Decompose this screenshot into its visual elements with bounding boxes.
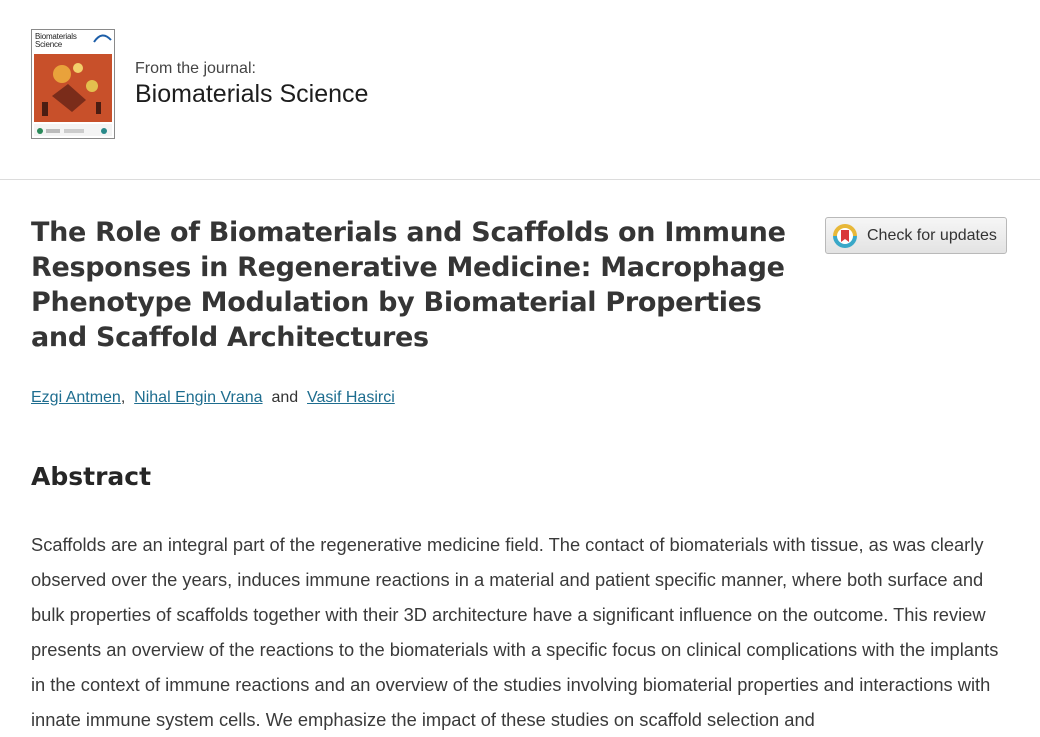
crossmark-icon [832, 223, 858, 249]
journal-header [0, 0, 1040, 180]
check-for-updates-button[interactable] [825, 217, 1007, 254]
from-journal-label: From the journal: [135, 60, 256, 77]
abstract-text: Scaffolds are an integral part of the regenerative medicine field. The contact of biomaterials with tissue, as was clearly observed over the years, induces immune reactions in a material and patient specific manner, where both surface and bulk properties of scaffolds together with their 3D architecture have a significant influence on the outcome. This review presents an overview of the reactions to the biomaterials with a specific focus on clinical complications with the implants in the context of immune reactions and an overview of the studies involving biomaterial properties and interactions with innate immune system cells. We emphasize the impact of these studies on scaffold selection and [31, 534, 999, 730]
author-list [31, 389, 395, 407]
cover-title: Biomaterials Science [35, 32, 77, 49]
journal-cover-image[interactable] [31, 29, 115, 139]
journal-name-link[interactable]: Biomaterials Science [135, 80, 369, 108]
author-link[interactable]: Ezgi Antmen [31, 389, 121, 406]
author-link[interactable]: Nihal Engin Vrana [134, 389, 263, 406]
abstract-heading: Abstract [31, 462, 152, 491]
cover-publisher-logos [34, 125, 112, 137]
cover-artwork-graphic [34, 54, 112, 122]
author-link[interactable]: Vasif Hasirci [307, 389, 395, 406]
article-title: The Role of Biomaterials and Scaffolds on Immune Responses in Regenerative Medicine: Macrophage Phenotype Modulation by Biomaterial Properties and Scaffold Architectures [31, 217, 786, 353]
check-for-updates-label: Check for updates [867, 226, 997, 244]
cover-footer [34, 124, 112, 136]
cover-swoosh-icon [92, 32, 112, 44]
cover-artwork [34, 54, 112, 122]
author-separator: and [271, 389, 299, 406]
author-separator: , [120, 389, 126, 406]
